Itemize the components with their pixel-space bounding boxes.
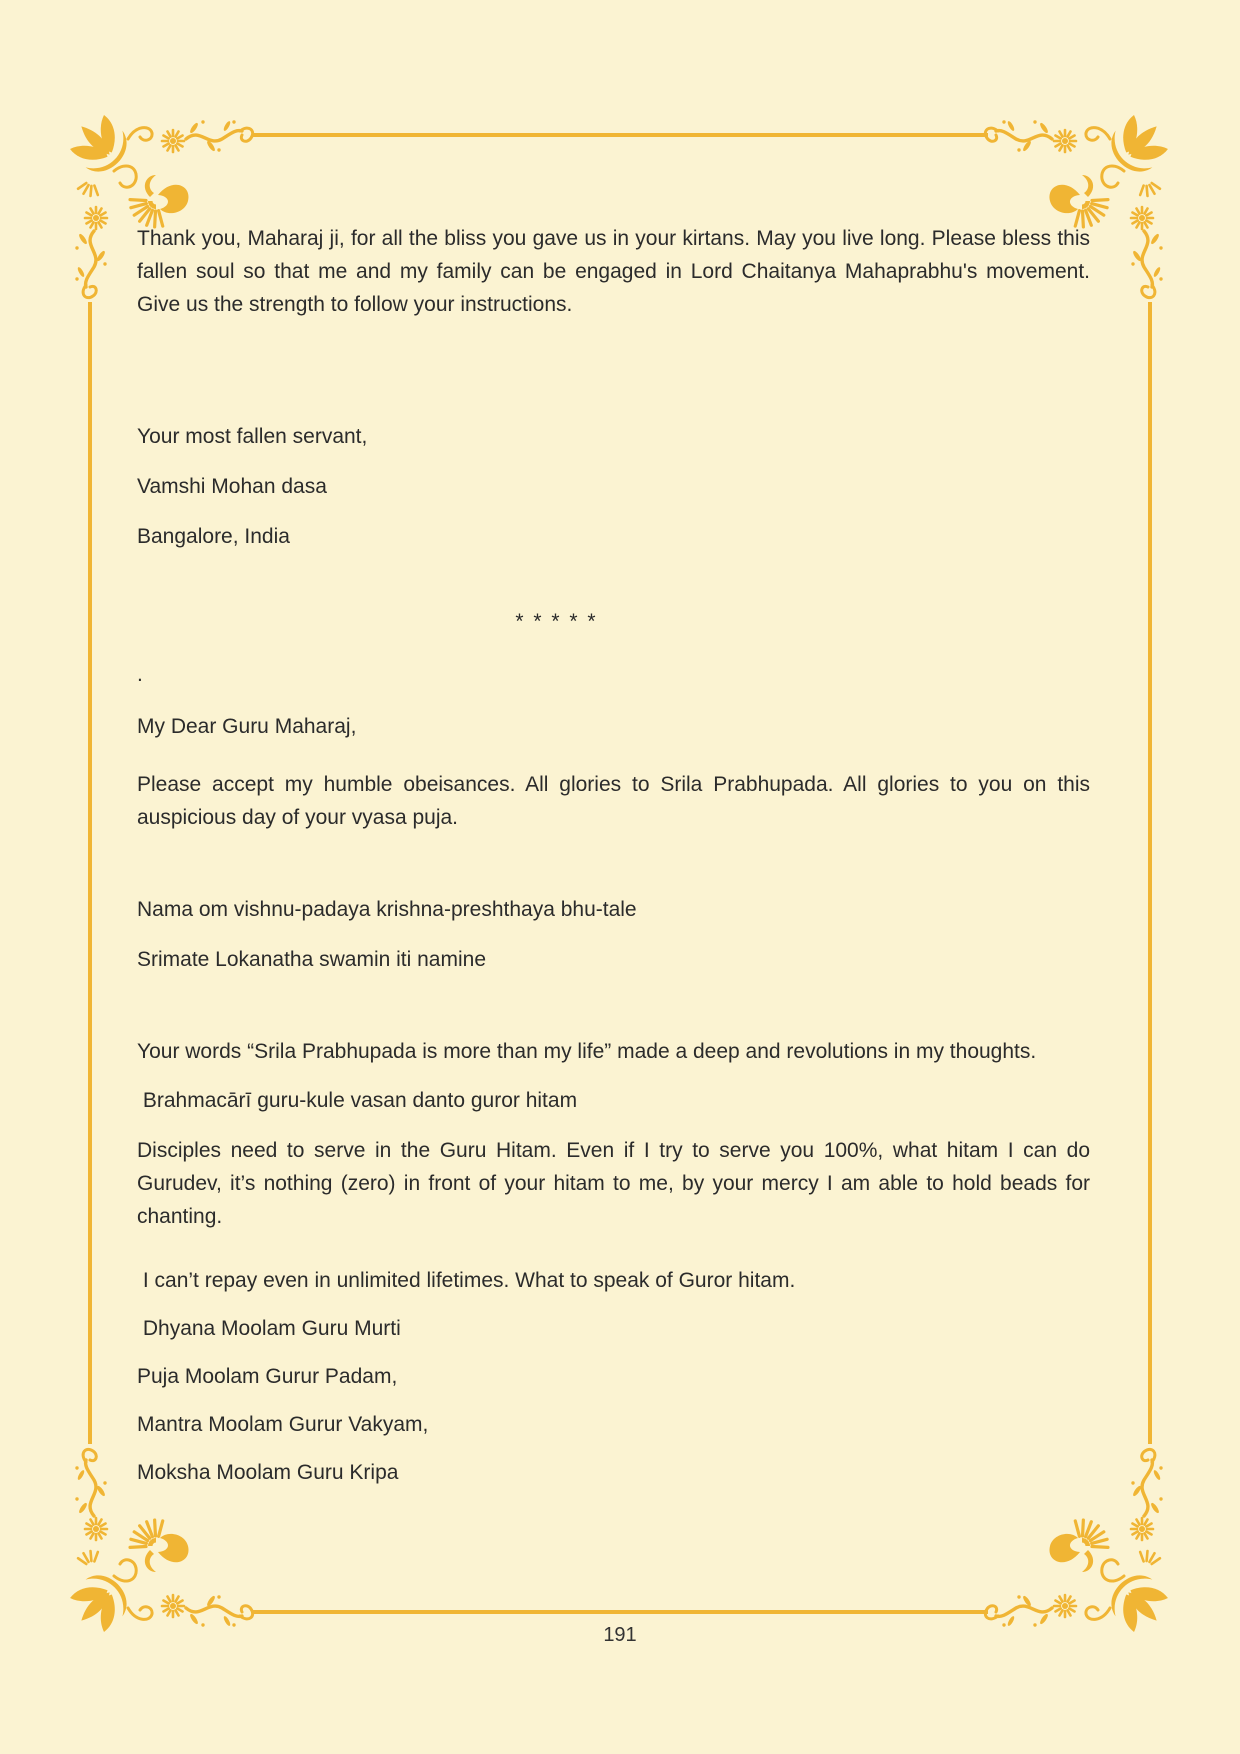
border-bottom-line [252, 1610, 988, 1614]
page-content [137, 222, 1090, 1489]
disciples-paragraph: Disciples need to serve in the Guru Hitam. Even if I try to serve you 100%, what hitam I can do Gurudev, it’s nothing (zero) in front of your hitam to me, by your mercy I am able to hold beads for chanting. [137, 1139, 1090, 1228]
letter-closing-paragraph: Thank you, Maharaj ji, for all the bliss you gave us in your kirtans. May you live long. Please bless this fallen soul so that me and my family can be engaged in Lord Chaitanya Mahaprabhu's movement. Give us the strength to follow your instructions. [137, 227, 1090, 316]
salutation-line: My Dear Guru Maharaj, [137, 715, 357, 738]
stray-period: . [137, 663, 143, 686]
repay-line: I can’t repay even in unlimited lifetimes. What to speak of Guror hitam. [137, 1269, 796, 1292]
brahmacari-verse-line: Brahmacārī guru-kule vasan danto guror hitam [137, 1089, 578, 1112]
your-words-paragraph: Your words “Srila Prabhupada is more than my life” made a deep and revolutions in my thoughts. [137, 1040, 1037, 1063]
border-top-line [252, 133, 988, 137]
page-number: 191 [603, 1624, 637, 1646]
guru-verse-line-1: Dhyana Moolam Guru Murti [137, 1317, 401, 1340]
obeisances-paragraph: Please accept my humble obeisances. All glories to Srila Prabhupada. All glories to you on this auspicious day of your vyasa puja. [137, 773, 1090, 829]
signature-location: Bangalore, India [137, 525, 290, 548]
border-right-line [1148, 302, 1152, 1444]
border-left-line [88, 302, 92, 1444]
section-separator-stars: * * * * * [515, 610, 598, 633]
pranam-mantra-line-1: Nama om vishnu-padaya krishna-preshthaya bhu-tale [137, 898, 637, 921]
guru-verse-line-4: Moksha Moolam Guru Kripa [137, 1461, 399, 1484]
guru-verse-line-3: Mantra Moolam Gurur Vakyam, [137, 1413, 429, 1436]
guru-verse-line-2: Puja Moolam Gurur Padam, [137, 1365, 398, 1388]
signature-name: Vamshi Mohan dasa [137, 475, 327, 498]
signoff-line: Your most fallen servant, [137, 425, 368, 448]
pranam-mantra-line-2: Srimate Lokanatha swamin iti namine [137, 948, 487, 971]
